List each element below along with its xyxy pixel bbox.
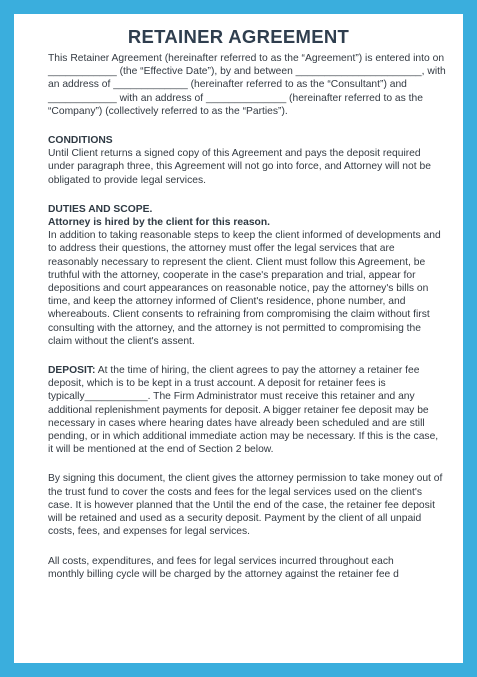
costs-line-2: monthly billing cycle will be charged by the attorney against the retainer fee d — [48, 568, 399, 580]
conditions-text: Until Client returns a signed copy of this Agreement and pays the deposit required under paragraph three, this Agreement will not go into force, and Attorney will not be obligated to provide legal services. — [48, 148, 431, 186]
duties-subheading: Attorney is hired by the client for this reason. — [48, 217, 270, 229]
conditions-heading: CONDITIONS — [48, 135, 113, 147]
costs-paragraph — [48, 555, 446, 581]
duties-heading: DUTIES AND SCOPE. — [48, 203, 153, 215]
signing-paragraph: By signing this document, the client gives the attorney permission to take money out of the trust fund to cover the costs and fees for the legal services used on the client's case. It is however planned that the Until the end of the case, the retainer fee deposit will be retained and used as a security deposit. Payment by the client of all unpaid costs, fees, and expenses for legal services. — [48, 473, 443, 538]
conditions-section — [48, 134, 446, 187]
deposit-text: At the time of hiring, the client agrees to pay the attorney a retainer fee deposit, which is to be kept in a trust account. A deposit for retainer fees is typically___________. The Firm Administrator must receive this retainer and any additional replenishment payments for deposit. A bigger retainer fee deposit may be necessary in cases where hearing dates have already been scheduled and are still pending, or in which additional immediate action may be necessary. If this is the case, it will be mentioned at the end of Section 2 below. — [48, 365, 439, 456]
duties-text: In addition to taking reasonable steps to keep the client informed of developments and to address their questions, the attorney must offer the legal services that are reasonably necessary to represent the client. Client must follow this Agreement, be truthful with the attorney, cooperate in the case's preparation and trial, appear for depositions and court appearances on reasonable notice, pay the attorney's bills on time, and keep the attorney informed of Client's residence, phone number, and whereabouts. Client consents to refraining from compromising the claim without first consulting with the attorney, and the attorney is not permitted to compromising the claim without the client's assent. — [48, 230, 441, 347]
intro-paragraph: This Retainer Agreement (hereinafter referred to as the “Agreement”) is entered into on ____________ (the “Effective Date”), by and between ______________________, with an address of _____________ (hereinafter referred to as the “Consultant”) and ____________ with an address of ______________ (hereinafter referred to as the “Company”) (collectively referred to as the “Parties”). — [48, 53, 446, 117]
costs-line-1: All costs, expenditures, and fees for legal services incurred throughout each — [48, 555, 394, 567]
document-body — [48, 52, 446, 597]
deposit-section — [48, 364, 446, 456]
duties-section — [48, 203, 446, 348]
document-title: RETAINER AGREEMENT — [127, 26, 350, 47]
deposit-heading: DEPOSIT: — [48, 365, 96, 377]
document-page — [14, 14, 463, 663]
